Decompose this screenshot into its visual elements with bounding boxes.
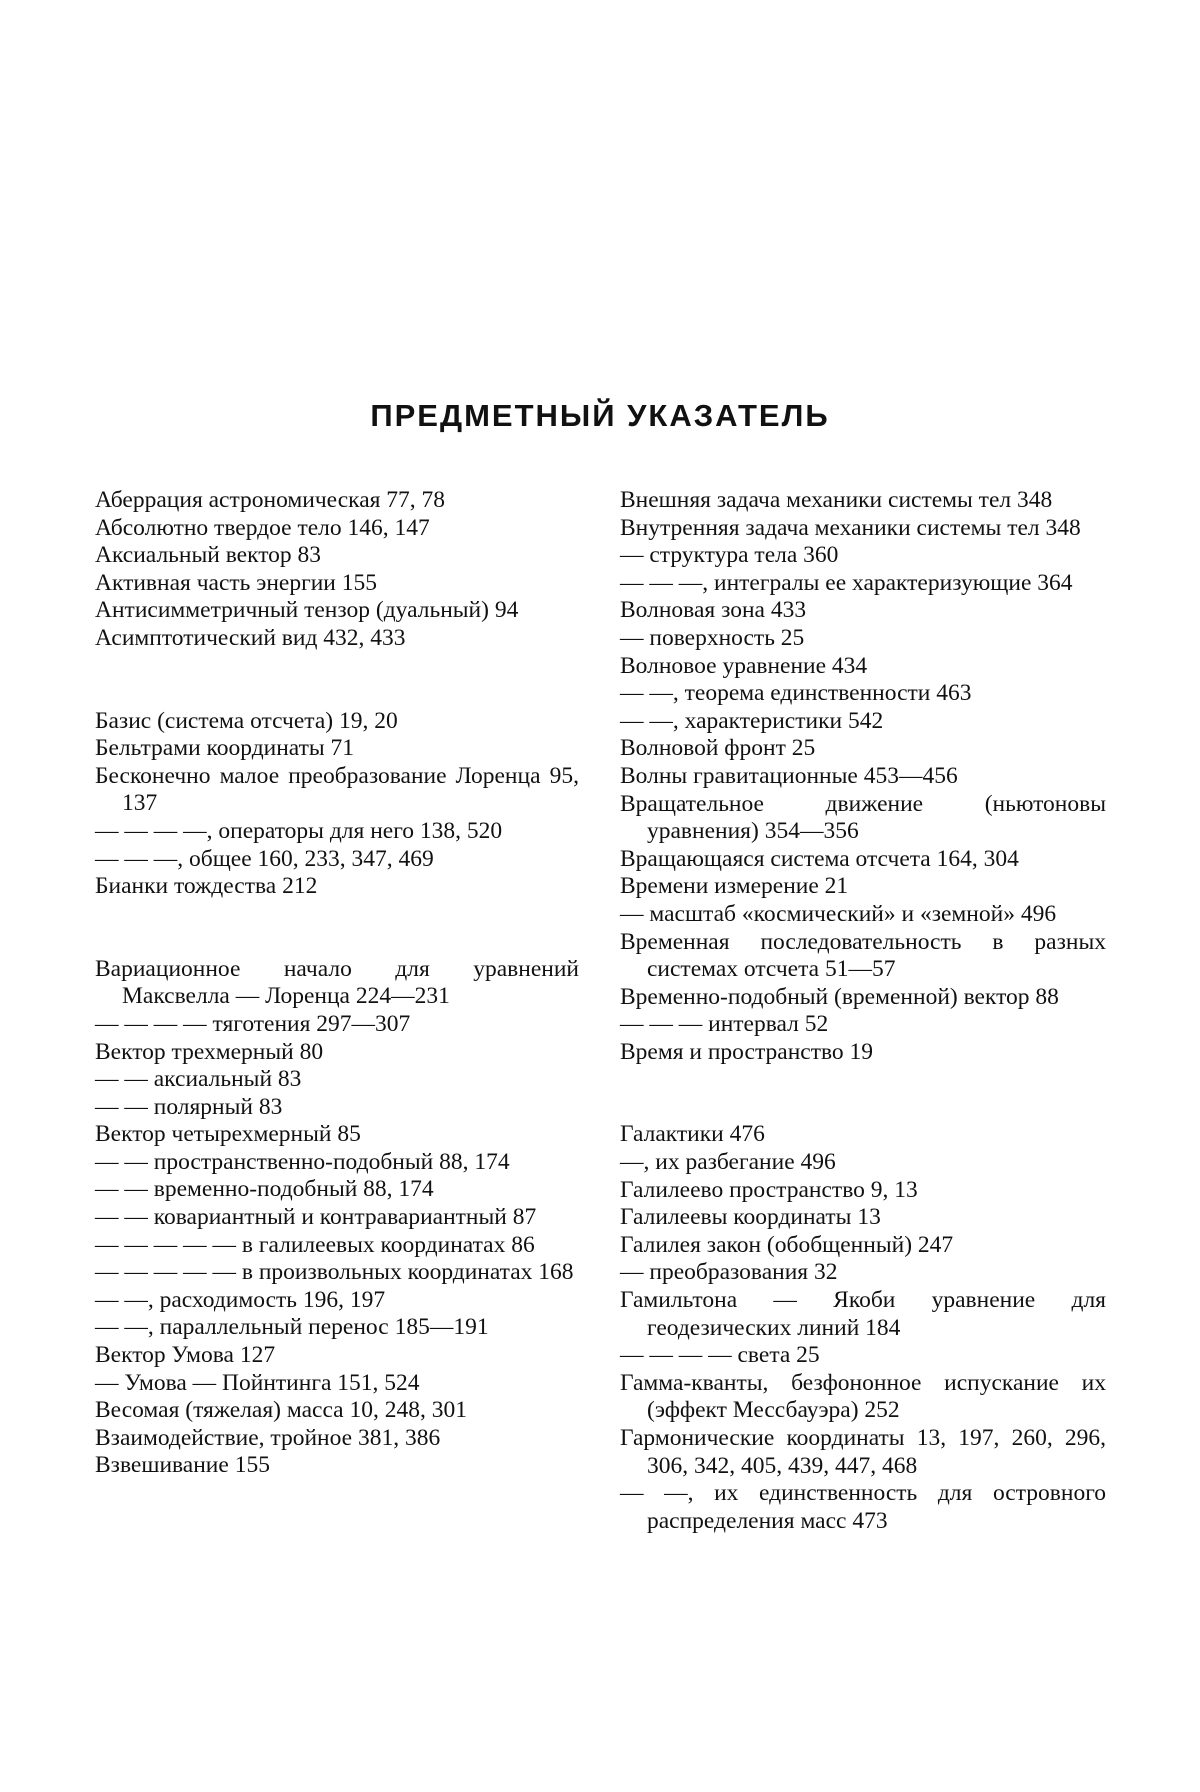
index-entry: Вектор трехмерный 80: [95, 1038, 324, 1065]
index-entry: Вращательное движение (ньютоновы уравнения) 354—356: [620, 790, 1106, 845]
index-entry: Гамильтона — Якоби уравнение для геодезических линий 184: [620, 1287, 1106, 1341]
letter-group-b: [95, 708, 579, 901]
index-entry: — Умова — Пойнтинга 151, 524: [95, 1369, 420, 1396]
index-entry: Весомая (тяжелая) масса 10, 248, 301: [95, 1397, 467, 1424]
index-entry: — — —, интегралы ее характеризующие 364: [620, 569, 1073, 596]
index-entry: Вектор Умова 127: [95, 1342, 276, 1369]
index-entry: — преобразования 32: [620, 1259, 838, 1286]
index-entry: Абсолютно твердое тело 146, 147: [95, 514, 430, 541]
index-column-left: [95, 487, 579, 1535]
index-entry: Вариационное начало для уравнений Максвелла — Лоренца 224—231: [95, 955, 579, 1010]
index-entry: — — — —, операторы для него 138, 520: [95, 817, 503, 844]
index-entry: Базис (система отсчета) 19, 20: [95, 707, 398, 734]
index-entry: — — — — — в галилеевых координатах 86: [95, 1231, 535, 1258]
index-entry: — — — — тяготения 297—307: [95, 1010, 411, 1037]
index-entry: Асимптотический вид 432, 433: [95, 624, 406, 651]
letter-group-a: [95, 487, 579, 653]
index-entry: Временная последовательность в разных системах отсчета 51—57: [620, 928, 1106, 983]
index-entry: Внешняя задача механики системы тел 348: [620, 487, 1053, 513]
index-entry: Активная часть энергии 155: [95, 569, 378, 596]
index-entry: Аберрация астрономическая 77, 78: [95, 487, 446, 513]
index-entry: — —, их единственность для островного распределения масс 473: [620, 1480, 1106, 1534]
index-entry: Гармонические координаты 13, 197, 260, 296, 306, 342, 405, 439, 447, 468: [620, 1425, 1106, 1479]
index-entry: — —, расходимость 196, 197: [95, 1286, 386, 1313]
index-entry: Взаимодействие, тройное 381, 386: [95, 1424, 441, 1451]
index-entry: Вращающаяся система отсчета 164, 304: [620, 845, 1019, 872]
index-entry: Антисимметричный тензор (дуальный) 94: [95, 597, 519, 624]
index-entry: — —, характеристики 542: [620, 707, 884, 734]
letter-group-v-continued: [620, 487, 1106, 1066]
index-entry: Галилеевы координаты 13: [620, 1204, 881, 1231]
index-entry: Бесконечно малое преобразование Лоренца 95, 137: [95, 762, 579, 817]
index-entry: Волновая зона 433: [620, 597, 807, 624]
index-entry: Волновое уравнение 434: [620, 652, 868, 679]
index-entry: Галилея закон (обобщенный) 247: [620, 1231, 954, 1258]
index-entry: Взвешивание 155: [95, 1452, 270, 1479]
index-entry: — масштаб «космический» и «земной» 496: [620, 900, 1057, 927]
index-entry: Времени измерение 21: [620, 873, 849, 900]
index-entry: — — ковариантный и контравариантный 87: [95, 1204, 537, 1231]
index-entry: Гамма-кванты, безфононное испускание их (эффект Мессбауэра) 252: [620, 1369, 1106, 1424]
index-entry: —, их разбегание 496: [620, 1149, 836, 1176]
index-entry: Аксиальный вектор 83: [95, 542, 322, 569]
index-entry: Временно-подобный (временной) вектор 88: [620, 983, 1059, 1010]
index-entry: Галактики 476: [620, 1121, 765, 1148]
page-title: ПРЕДМЕТНЫЙ УКАЗАТЕЛЬ: [370, 398, 830, 433]
letter-group-g: [620, 1121, 1106, 1535]
index-entry: Волновой фронт 25: [620, 735, 816, 762]
index-entry: Бельтрами координаты 71: [95, 735, 355, 762]
index-column-right: [620, 487, 1106, 1590]
index-entry: — —, параллельный перенос 185—191: [95, 1314, 489, 1341]
index-entry: — — — — — в произвольных координатах 168: [95, 1259, 574, 1286]
letter-group-v: [95, 956, 579, 1480]
index-entry: — — пространственно-подобный 88, 174: [95, 1148, 510, 1175]
index-entry: Внутренняя задача механики системы тел 348: [620, 514, 1081, 541]
index-entry: Волны гравитационные 453—456: [620, 762, 958, 789]
index-entry: — — полярный 83: [95, 1093, 283, 1120]
index-entry: Бианки тождества 212: [95, 873, 318, 900]
index-entry: — — — интервал 52: [620, 1011, 829, 1038]
index-entry: — — аксиальный 83: [95, 1066, 302, 1093]
index-entry: — — — — света 25: [620, 1342, 820, 1369]
index-entry: — — временно-подобный 88, 174: [95, 1176, 434, 1203]
index-entry: Галилеево пространство 9, 13: [620, 1176, 918, 1203]
index-entry: — — —, общее 160, 233, 347, 469: [95, 845, 434, 872]
index-entry: — —, теорема единственности 463: [620, 680, 972, 707]
index-entry: Время и пространство 19: [620, 1038, 874, 1065]
index-entry: Вектор четырехмерный 85: [95, 1121, 361, 1148]
index-entry: — поверхность 25: [620, 624, 805, 651]
index-entry: — структура тела 360: [620, 542, 839, 569]
